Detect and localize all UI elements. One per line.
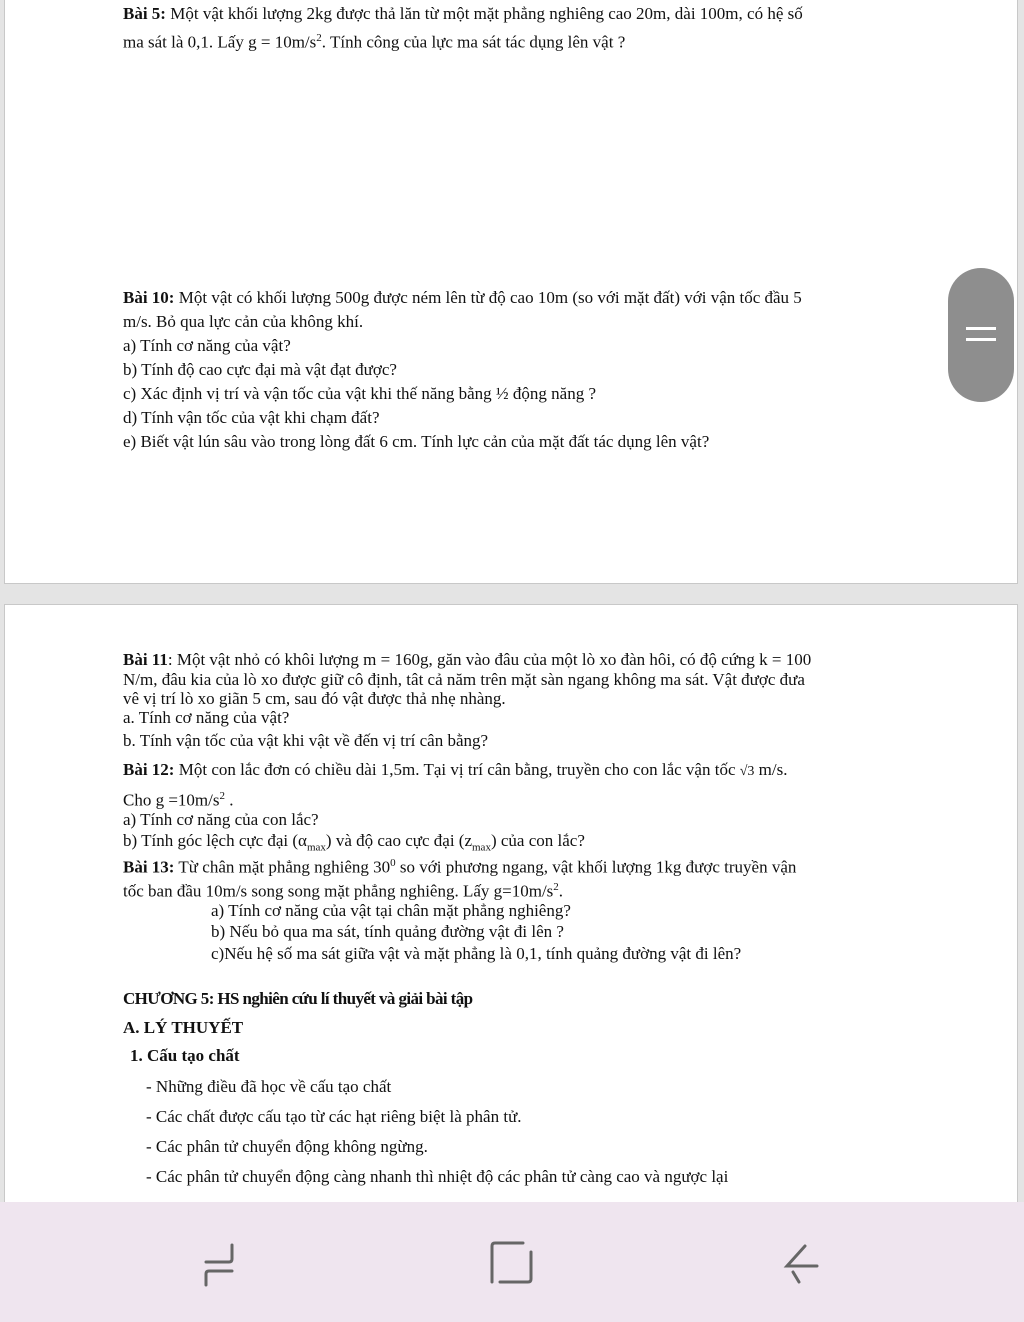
recent-apps-icon xyxy=(190,1232,250,1292)
recent-apps-button[interactable] xyxy=(190,1232,250,1292)
bai10-item-d: d) Tính vận tốc của vật khi chạm đất? xyxy=(123,408,380,427)
bai13-c: c)Nếu hệ số ma sát giữa vật và mặt phẳng là 0,1, tính quảng đường vật đi lên? xyxy=(211,944,742,963)
back-button[interactable] xyxy=(775,1232,835,1292)
bai13-a: a) Tính cơ năng của vật tại chân mặt phẳng nghiêng? xyxy=(211,901,571,920)
home-icon xyxy=(482,1232,542,1292)
navigation-bar xyxy=(0,1202,1024,1322)
bullet-item: - Các phân tử chuyển động không ngừng. xyxy=(146,1137,428,1156)
chapter-heading: CHƯƠNG 5: HS nghiên cứu lí thuyết và giải bài tập xyxy=(123,989,473,1008)
bai5-line1: Bài 5: Một vật khối lượng 2kg được thả lăn từ một mặt phẳng nghiêng cao 20m, dài 100m, có hệ số xyxy=(123,4,803,23)
bullet-item: - Những điều đã học về cấu tạo chất xyxy=(146,1077,392,1096)
section-heading: A. LÝ THUYẾT xyxy=(123,1018,244,1037)
bai12-line1: Bài 12: Một con lắc đơn có chiều dài 1,5m. Tại vị trí cân bằng, truyền cho con lắc vận tốc √3 m/s. xyxy=(123,760,788,779)
bai5-line2: ma sát là 0,1. Lấy $g = 10m/s^2$. Tính công của lực ma sát tác dụng lên vật ? xyxy=(123,32,626,52)
bai13-line2: tốc ban đầu 10m/s song song mặt phẳng nghiêng. Lấy $g=10m/s^2$. xyxy=(123,881,564,901)
bai10-item-e: e) Biết vật lún sâu vào trong lòng đất 6 cm. Tính lực cản của mặt đất tác dụng lên vật? xyxy=(123,432,710,451)
bai11-a: a. Tính cơ năng của vật? xyxy=(123,708,290,727)
scrollbar-thumb[interactable] xyxy=(948,268,1014,402)
bai13-b: b) Nếu bỏ qua ma sát, tính quảng đường vật đi lên ? xyxy=(211,922,564,941)
bullet-item: - Các chất được cấu tạo từ các hạt riêng biệt là phân tử. xyxy=(146,1107,522,1126)
bai10-item-b: b) Tính độ cao cực đại mà vật đạt được? xyxy=(123,360,397,379)
bai10-item-a: a) Tính cơ năng của vật? xyxy=(123,336,291,355)
home-button[interactable] xyxy=(482,1232,542,1292)
bai13-line1: Bài 13: Từ chân mặt phẳng nghiêng $30^0$ so với phương ngang, vật khối lượng 1kg được truyền vận xyxy=(123,857,797,877)
bai11-line2: N/m, đâu kia của lò xo được giữ cô định, tât cả năm trên mặt sàn ngang không ma sát. Vật được đưa xyxy=(123,670,805,689)
bai12-line2: Cho $g =10m/s^2$ . xyxy=(123,790,234,810)
subsection-heading: 1. Cấu tạo chất xyxy=(130,1046,240,1065)
bai12-b: b) Tính góc lệch cực đại $(\alpha_{max})$ và độ cao cực đại $(z_{max})$ của con lắc? xyxy=(123,831,585,854)
bai12-a: a) Tính cơ năng của con lắc? xyxy=(123,810,319,829)
bai10-line1: Bài 10: Một vật có khối lượng 500g được ném lên từ độ cao 10m (so với mặt đất) với vận tốc đầu 5 xyxy=(123,288,802,307)
bullet-item: - Các phân tử chuyển động càng nhanh thì nhiệt độ các phân tử càng cao và ngược lại xyxy=(146,1167,729,1186)
document-page-2 xyxy=(4,604,1018,1224)
bai11-line3: vê vị trí lò xo giãn 5 cm, sau đó vật được thả nhẹ nhàng. xyxy=(123,689,506,708)
bai11-b: b. Tính vận tốc của vật khi vật về đến vị trí cân bằng? xyxy=(123,731,489,750)
bai10-item-c: c) Xác định vị trí và vận tốc của vật khi thế năng bằng ½ động năng ? xyxy=(123,384,597,403)
document-page-1 xyxy=(4,0,1018,584)
bai11-line1: Bài 11: Một vật nhỏ có khôi lượng m = 160g, găn vào đâu của một lò xo đàn hôi, có độ cứng k = 100 xyxy=(123,650,812,669)
bai10-line2: m/s. Bỏ qua lực cản của không khí. xyxy=(123,312,364,331)
back-icon xyxy=(775,1232,835,1292)
